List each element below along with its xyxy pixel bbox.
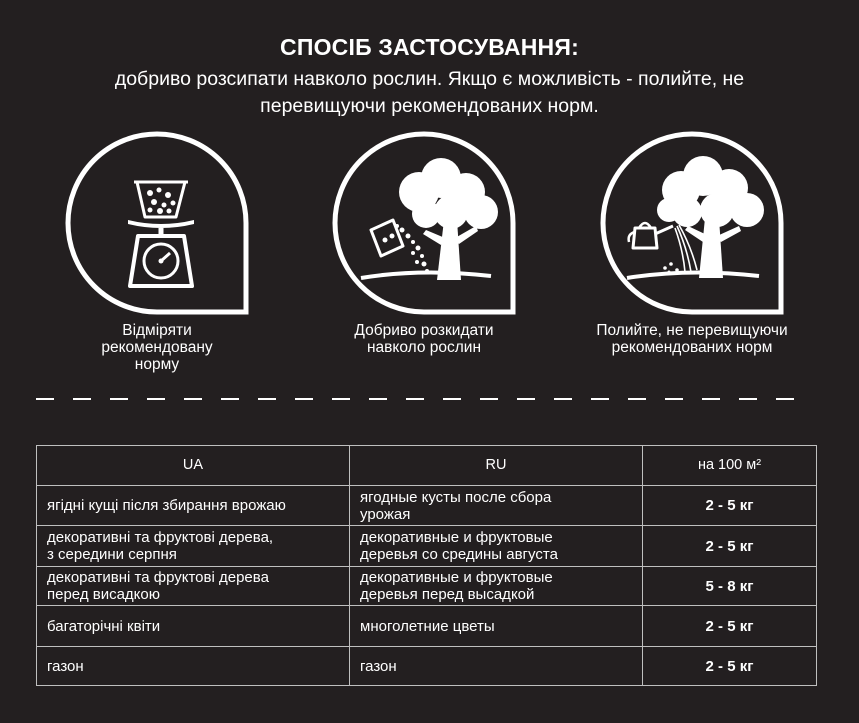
dashed-divider	[36, 398, 810, 400]
cell-ua	[37, 567, 350, 606]
application-rate-table	[36, 445, 817, 686]
cell-ua	[37, 606, 350, 647]
caption-line: Добриво розкидати	[354, 322, 494, 339]
cell-rate: 2 - 5 кг	[643, 606, 817, 647]
caption-line: навколо рослин	[366, 339, 482, 356]
instructions-line: добриво розсипати навколо рослин. Якщо є можливість - полийте, не	[114, 68, 745, 90]
cell-line: декоративні та фруктові дерева	[47, 569, 269, 586]
table-row	[37, 486, 817, 526]
column-header-rate: на 100 м²	[643, 446, 817, 486]
step-caption-scatter	[294, 322, 554, 356]
table-header-row	[37, 446, 817, 486]
caption-line: Відміряти	[122, 322, 192, 339]
cell-line: декоративные и фруктовые	[360, 569, 553, 586]
cell-ua	[37, 647, 350, 686]
cell-line: газон	[360, 657, 397, 675]
cell-rate: 2 - 5 кг	[643, 526, 817, 567]
caption-line: рекомендованих норм	[611, 339, 773, 356]
tree-scatter-fertilizer-icon	[331, 130, 517, 316]
cell-line: деревья со средины августа	[360, 546, 558, 563]
instructions-line: перевищуючи рекомендованих норм.	[260, 95, 599, 117]
column-header-ua: UA	[37, 446, 350, 486]
page-title: СПОСІБ ЗАСТОСУВАННЯ:	[280, 34, 579, 60]
cell-line: багаторічні квіти	[47, 617, 161, 635]
table-row	[37, 526, 817, 567]
table-row	[37, 606, 817, 647]
cell-line: газон	[47, 657, 84, 675]
step-caption-water	[562, 322, 822, 356]
cell-ua	[37, 486, 350, 526]
cell-line: декоративные и фруктовые	[360, 529, 553, 546]
cell-line: декоративні та фруктові дерева,	[47, 529, 274, 546]
cell-rate: 2 - 5 кг	[643, 647, 817, 686]
cell-ru	[350, 647, 643, 686]
cell-rate: 5 - 8 кг	[643, 567, 817, 606]
cell-ru	[350, 606, 643, 647]
caption-line: норму	[134, 356, 180, 373]
table-row	[37, 567, 817, 606]
column-header-ru: RU	[350, 446, 643, 486]
step-caption-measure	[27, 322, 287, 373]
caption-line: рекомендовану	[101, 339, 213, 356]
cell-ru	[350, 486, 643, 526]
cell-ua	[37, 526, 350, 567]
table-row	[37, 647, 817, 686]
cell-line: ягідні кущі після збирання врожаю	[47, 497, 286, 514]
cell-line: ягодные кусты после сбора	[360, 488, 552, 506]
cell-line: деревья перед высадкой	[360, 586, 535, 603]
cell-line: з середини серпня	[47, 546, 177, 563]
tree-watering-can-icon	[599, 130, 785, 316]
caption-line: Полийте, не перевищуючи	[596, 322, 788, 339]
cell-ru	[350, 567, 643, 606]
kitchen-scale-icon	[64, 130, 250, 316]
instructions-text	[60, 66, 799, 120]
cell-line: перед висадкою	[47, 586, 161, 603]
cell-ru	[350, 526, 643, 567]
cell-line: многолетние цветы	[360, 617, 495, 635]
cell-line: урожая	[360, 505, 411, 523]
cell-rate: 2 - 5 кг	[643, 486, 817, 526]
